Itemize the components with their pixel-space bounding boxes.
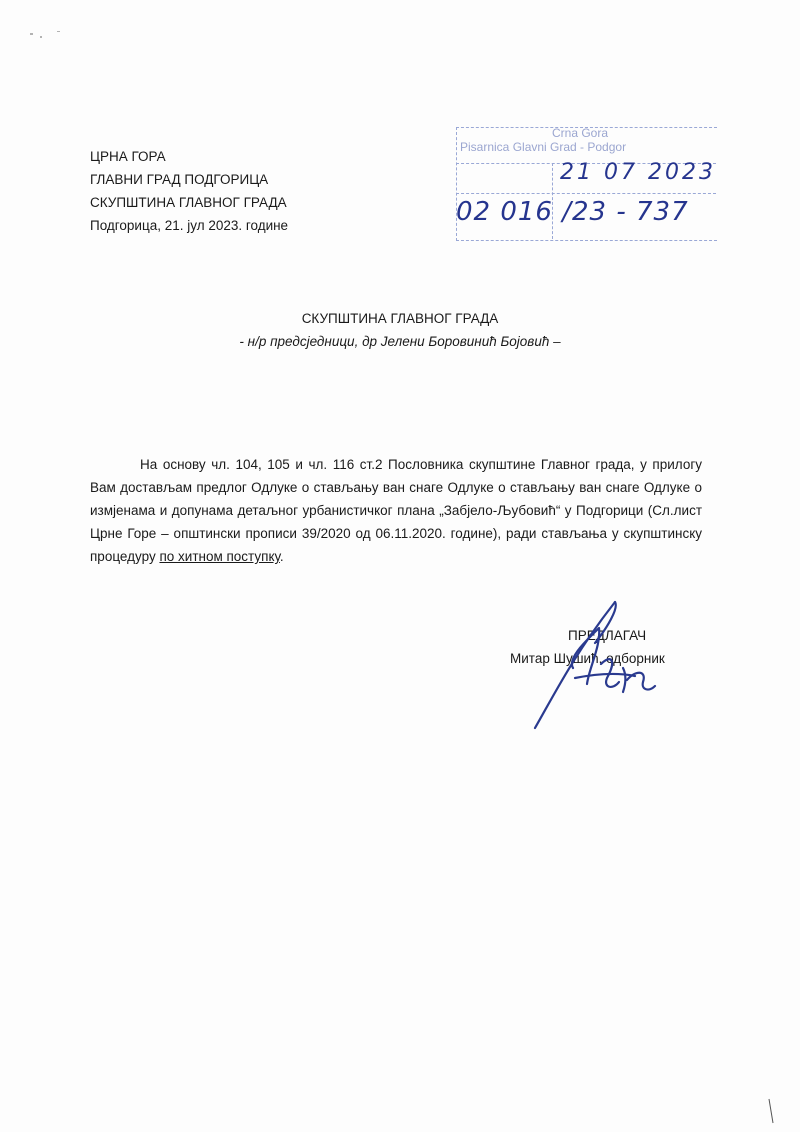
- scan-mark: [768, 1098, 774, 1124]
- addressee-title: СКУПШТИНА ГЛАВНОГ ГРАДА: [301, 311, 499, 326]
- stamp-printed-header: Crna Gora: [552, 126, 609, 140]
- handwritten-signature: [515, 598, 665, 738]
- stamp-divider: [456, 193, 716, 194]
- signature-name: Митар Шушић, одборник: [510, 651, 665, 666]
- scan-speck: [40, 36, 42, 38]
- document-header: [90, 145, 288, 237]
- stamp-number: 02 016 /23 - 737: [456, 197, 689, 227]
- body-paragraph: [90, 453, 702, 568]
- addressee-block: [0, 307, 800, 353]
- scan-speck: [57, 31, 60, 32]
- signature-role: ПРЕДЛАГАЧ: [568, 628, 647, 643]
- header-date: Подгорица, 21. јул 2023. године: [90, 218, 289, 233]
- header-assembly: СКУПШТИНА ГЛАВНОГ ГРАДА: [90, 195, 287, 210]
- body-text: [90, 453, 702, 568]
- header-country: ЦРНА ГОРА: [90, 149, 166, 164]
- addressee-subtitle: - н/р предсједници, др Јелени Боровинић Бојовић –: [239, 334, 561, 349]
- body-text-urgent: по хитном поступку: [159, 549, 280, 564]
- body-text-end: .: [279, 549, 284, 564]
- stamp-date: 21 07 2023: [560, 160, 716, 185]
- body-text-main: На основу чл. 104, 105 и чл. 116 ст.2 Пословника скупштине Главног града, у прилогу Вам достављам предлог Одлуке о стављању ван снаге Одлуке о стављању ван снаге Одлуке о измјенама и допунама детаљног урбанистичког плана „Забјело-Љубовић“ у Подгорици (Сл.лист Црне Горе – општински прописи 39/2020 од 06.11.2020. године), ради стављања у скупштинску процедуру: [90, 457, 702, 564]
- stamp-printed-office: Pisarnica Glavni Grad - Podgor: [460, 140, 627, 154]
- scan-speck: [30, 33, 33, 35]
- header-city: ГЛАВНИ ГРАД ПОДГОРИЦА: [90, 172, 269, 187]
- registry-stamp: [456, 127, 718, 241]
